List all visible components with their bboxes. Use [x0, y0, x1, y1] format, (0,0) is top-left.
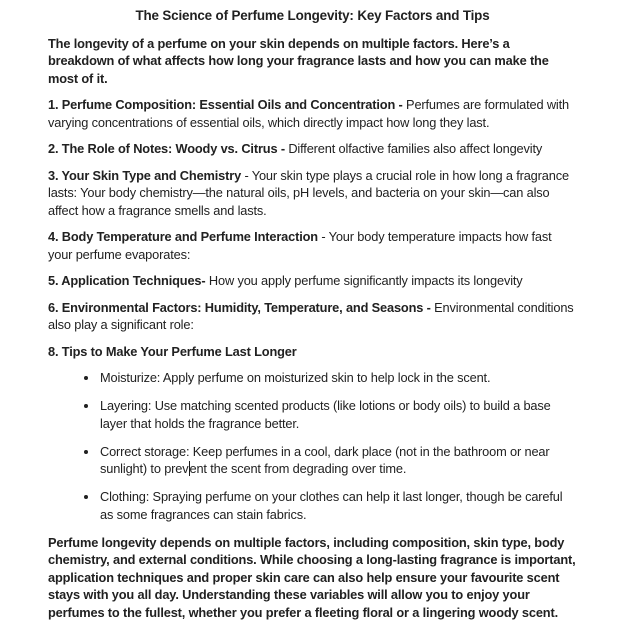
section-body-5[interactable]: How you apply perfume significantly impacts its longevity: [206, 273, 523, 288]
bullet-icon: [84, 376, 88, 380]
list-item-storage[interactable]: [100, 443, 577, 478]
section-heading-4[interactable]: 4. Body Temperature and Perfume Interaction: [48, 229, 318, 244]
section-body-6[interactable]: Environmental conditions also play a significant role:: [48, 300, 574, 333]
bullet-icon: [84, 450, 88, 454]
list-item-text[interactable]: ent the scent from degrading over time.: [190, 461, 407, 476]
section-paragraph-3[interactable]: [48, 167, 577, 220]
bullet-icon: [84, 495, 88, 499]
section-heading-5[interactable]: 5. Application Techniques-: [48, 273, 206, 288]
section-heading-6[interactable]: 6. Environmental Factors: Humidity, Temperature, and Seasons -: [48, 300, 431, 315]
section-paragraph-6[interactable]: [48, 299, 577, 334]
section-body-2[interactable]: Different olfactive families also affect longevity: [285, 141, 542, 156]
section-paragraph-4[interactable]: [48, 228, 577, 263]
list-item-layering[interactable]: [100, 397, 577, 432]
list-item-clothing[interactable]: [100, 488, 577, 523]
document-title[interactable]: The Science of Perfume Longevity: Key Factors and Tips: [48, 7, 577, 25]
section-body-3[interactable]: - Your skin type plays a crucial role in how long a fragrance lasts: Your body chemistry—the natural oils, pH levels, and bacteria on your skin—can also affect how a fragrance smells and lasts.: [48, 168, 569, 218]
list-item-text[interactable]: Layering: Use matching scented products (like lotions or body oils) to build a base layer that holds the fragrance better.: [100, 398, 551, 431]
section-heading-3[interactable]: 3. Your Skin Type and Chemistry: [48, 168, 241, 183]
tips-list: [48, 369, 577, 523]
list-item-text[interactable]: Clothing: Spraying perfume on your clothes can help it last longer, though be careful as some fragrances can stain fabrics.: [100, 489, 562, 522]
section-heading-2[interactable]: 2. The Role of Notes: Woody vs. Citrus -: [48, 141, 285, 156]
section-body-4[interactable]: - Your body temperature impacts how fast your perfume evaporates:: [48, 229, 552, 262]
list-item-moisturize[interactable]: [100, 369, 577, 387]
tips-heading[interactable]: 8. Tips to Make Your Perfume Last Longer: [48, 343, 577, 361]
conclusion-paragraph[interactable]: Perfume longevity depends on multiple factors, including composition, skin type, body chemistry, and external conditions. While choosing a long-lasting fragrance is important, application techniques and proper skin care can also help ensure your favourite scent stays with you all day. Understanding these variables will allow you to enjoy your perfumes to the fullest, whether you prefer a fleeting floral or a lingering woody scent.: [48, 534, 577, 621]
bullet-icon: [84, 404, 88, 408]
section-heading-1[interactable]: 1. Perfume Composition: Essential Oils and Concentration -: [48, 97, 403, 112]
section-body-1[interactable]: Perfumes are formulated with varying concentrations of essential oils, which directly impact how long they last.: [48, 97, 569, 130]
intro-paragraph[interactable]: The longevity of a perfume on your skin depends on multiple factors. Here’s a breakdown of what affects how long your fragrance lasts and how you can make the most of it.: [48, 35, 577, 88]
section-paragraph-5[interactable]: [48, 272, 577, 290]
list-item-text[interactable]: Correct storage: Keep perfumes in a cool, dark place (not in the bathroom or near sunlight) to prev: [100, 444, 550, 477]
section-paragraph-2[interactable]: [48, 140, 577, 158]
section-paragraph-1[interactable]: [48, 96, 577, 131]
list-item-text[interactable]: Moisturize: Apply perfume on moisturized skin to help lock in the scent.: [100, 370, 490, 385]
